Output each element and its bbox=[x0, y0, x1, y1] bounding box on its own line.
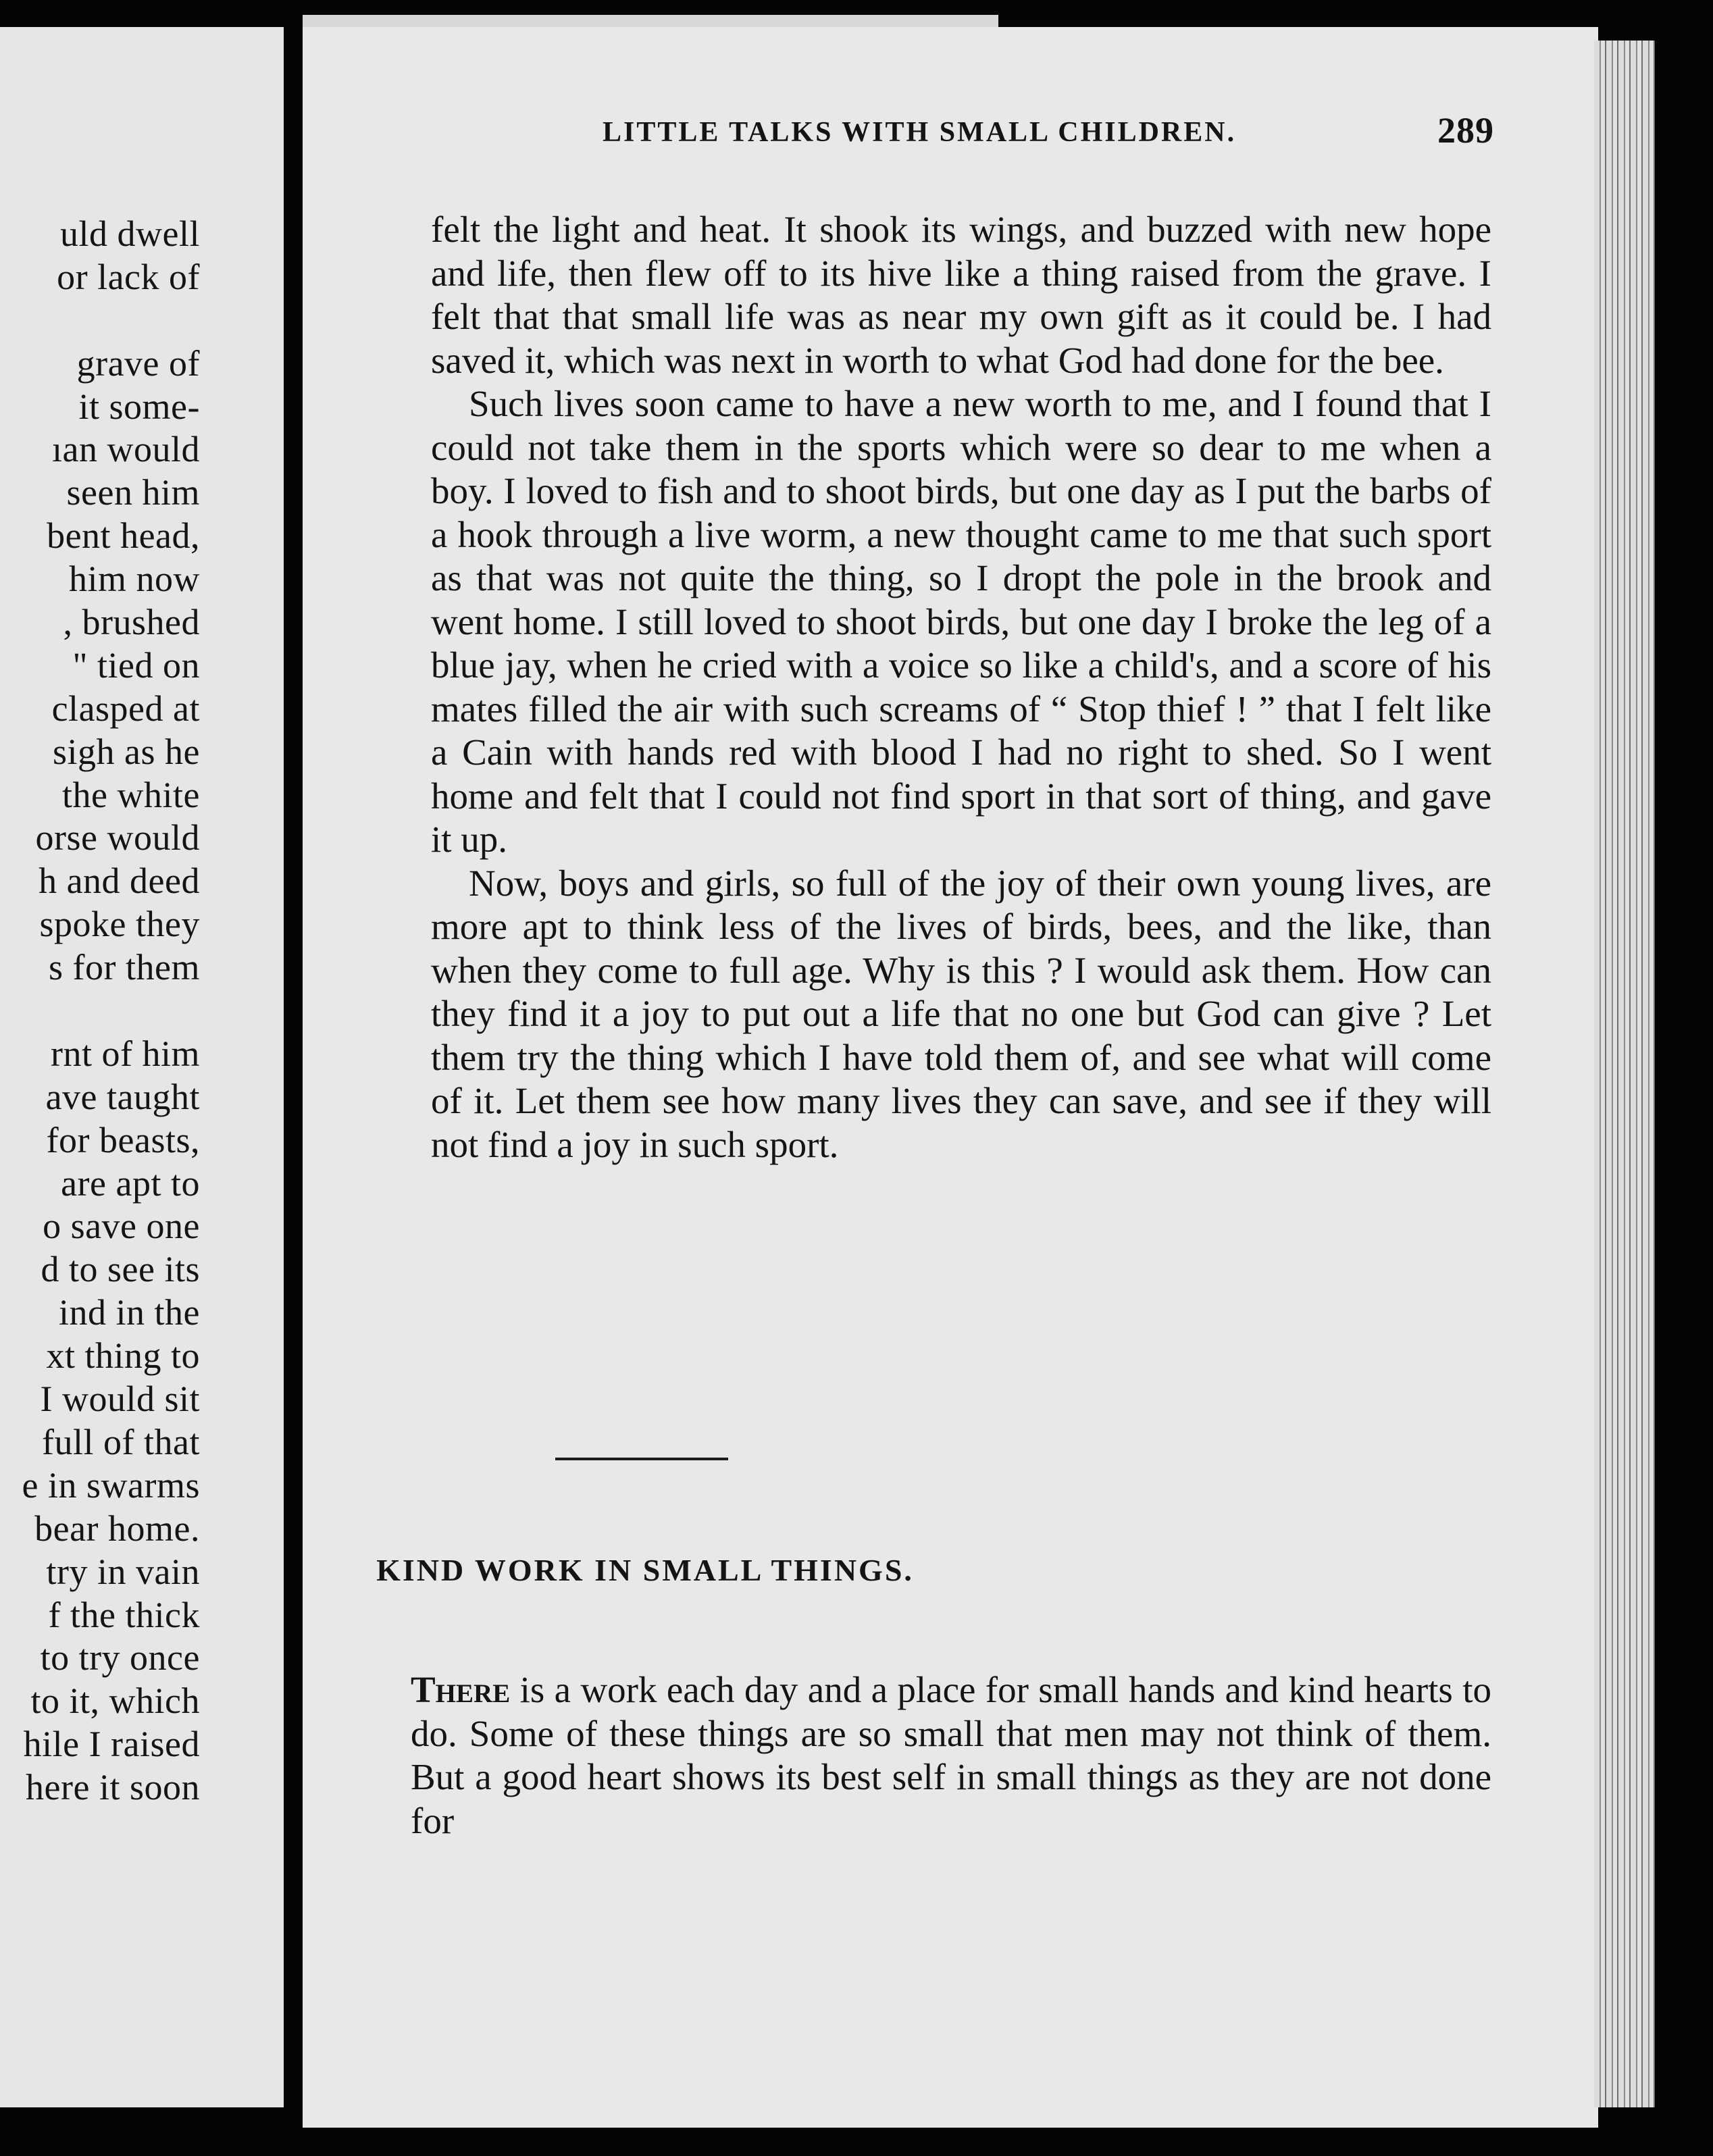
section-paragraph bbox=[411, 1668, 1491, 1843]
section-body: is a work each day and a place for small hands and kind hearts to do. Some of these things are so small that men may not think of them. But a good heart shows its best self in small things as they are not done for bbox=[411, 1669, 1491, 1841]
left-page-line: f the thick bbox=[48, 1594, 200, 1635]
section-first-word: There bbox=[411, 1669, 511, 1710]
left-page-line: s for them bbox=[49, 947, 200, 988]
book-gutter bbox=[284, 27, 304, 2121]
left-page-line: sigh as he bbox=[53, 731, 200, 772]
left-page-line: grave of bbox=[76, 342, 200, 384]
paragraph-2: Such lives soon came to have a new worth to me, and I found that I could not take them in the sports which were so dear to me when a boy. I loved to fish and to shoot birds, but one day as I put the barbs of a hook through a live worm, a new thought came to me that such sport as that was not quite the thing, so I dropt the pole in the brook and went home. I still loved to shoot birds, but one day I broke the leg of a blue jay, when he cried with a voice so like a child's, and a score of his mates filled the air with such screams of “ Stop thief ! ” that I felt like a Cain with hands red with blood I had no right to shed. So I went home and felt that I could not find sport in that sort of thing, and gave it up. bbox=[431, 383, 1491, 860]
left-page-line: h and deed bbox=[39, 861, 200, 902]
left-page-line: xt thing to bbox=[46, 1335, 200, 1377]
left-page-line: for beasts, bbox=[46, 1119, 200, 1160]
section-divider-rule bbox=[555, 1458, 728, 1460]
body-text bbox=[431, 208, 1491, 1166]
left-page-line: seen him bbox=[66, 472, 200, 513]
left-page-line: bear home. bbox=[34, 1508, 200, 1549]
left-page-text bbox=[22, 213, 200, 1810]
left-page-line: d to see its bbox=[41, 1249, 200, 1290]
left-page-line: spoke they bbox=[39, 904, 200, 945]
left-page-line: ind in the bbox=[59, 1292, 200, 1333]
left-page-line: orse would bbox=[35, 817, 200, 858]
page-edges bbox=[1594, 41, 1655, 2107]
left-page-line: bent head, bbox=[47, 515, 200, 557]
section-title: KIND WORK IN SMALL THINGS. bbox=[376, 1553, 914, 1587]
left-page-line: try in vain bbox=[46, 1551, 200, 1592]
left-page-line: or lack of bbox=[57, 256, 200, 297]
left-page bbox=[0, 27, 284, 2107]
left-page-line: the white bbox=[62, 774, 200, 815]
left-page-line: here it soon bbox=[26, 1767, 200, 1808]
left-page-line: are apt to bbox=[61, 1162, 200, 1204]
left-page-line: uld dwell bbox=[60, 213, 200, 254]
page-top-edge bbox=[303, 15, 998, 27]
left-page-line: o save one bbox=[43, 1206, 200, 1247]
left-page-line: to it, which bbox=[30, 1680, 200, 1722]
left-page-line: rnt of him bbox=[51, 1033, 200, 1074]
section-text bbox=[411, 1668, 1491, 1843]
left-page-line: to try once bbox=[40, 1637, 200, 1678]
left-page-line: him now bbox=[68, 559, 200, 600]
left-page-line bbox=[22, 299, 200, 342]
running-head: LITTLE TALKS WITH SMALL CHILDREN. bbox=[603, 117, 1237, 148]
left-page-line: , brushed bbox=[63, 602, 200, 643]
left-page-line: ıan would bbox=[52, 429, 200, 470]
left-page-line: " tied on bbox=[72, 644, 200, 686]
page-header bbox=[305, 109, 1494, 157]
paragraph-1: felt the light and heat. It shook its wings, and buzzed with new hope and life, then flew off to its hive like a thing raised from the grave. I felt that that small life was as near my own gift as it could be. I had saved it, which was next in worth to what God had done for the bee. bbox=[431, 209, 1491, 381]
left-page-line: e in swarms bbox=[22, 1464, 200, 1506]
left-page-line: it some- bbox=[78, 386, 200, 427]
left-page-line: full of that bbox=[42, 1421, 200, 1462]
paragraph-3: Now, boys and girls, so full of the joy of their own young lives, are more apt to think less of the lives of birds, bees, and the like, than when they come to full age. Why is this ? I would ask them. How can they find it a joy to put out a life that no one but God can give ? Let them try the thing which I have told them of, and see what will come of it. Let them see how many lives they can save, and see if they will not find a joy in such sport. bbox=[431, 862, 1491, 1165]
right-page bbox=[303, 27, 1598, 2128]
left-page-line: clasped at bbox=[51, 688, 200, 729]
left-page-line: ave taught bbox=[45, 1076, 200, 1117]
left-page-line: hile I raised bbox=[23, 1724, 200, 1765]
page-number: 289 bbox=[1437, 110, 1494, 151]
left-page-line bbox=[22, 990, 200, 1033]
left-page-line: I would sit bbox=[40, 1379, 200, 1420]
